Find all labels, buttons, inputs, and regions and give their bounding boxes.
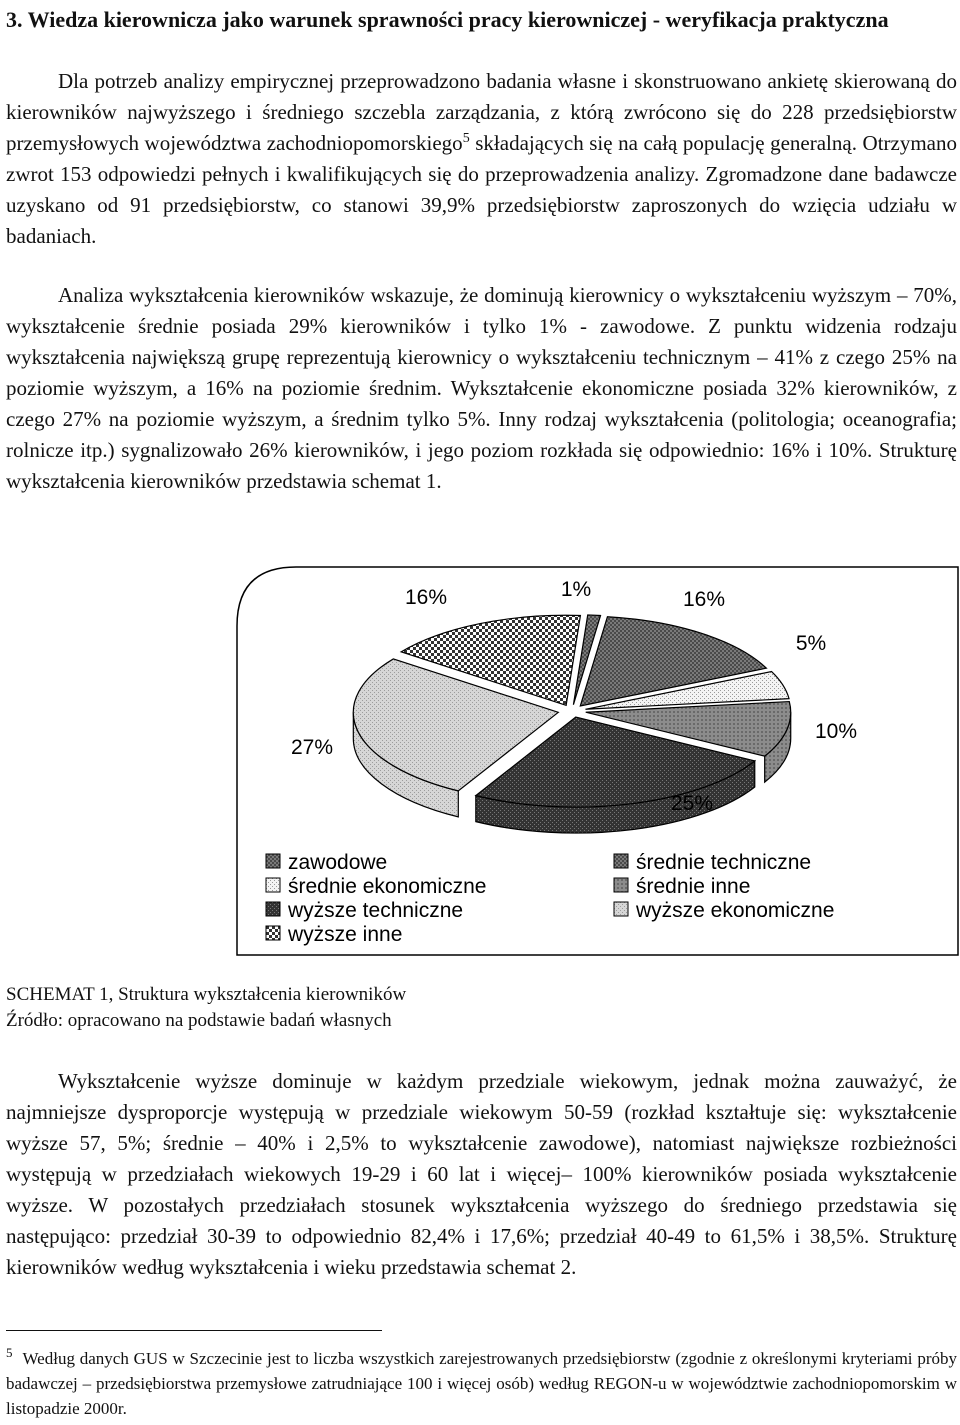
legend-swatch-1 <box>266 854 280 868</box>
chart-legend <box>266 851 834 946</box>
legend-swatch-5 <box>614 854 628 868</box>
paragraph-education-analysis: Analiza wykształcenia kierowników wskazuje, że dominują kierownicy o wykształceniu wyższym – 70%, wykształcenie średnie posiada 29% kierowników i tylko 1% - zawodowe. Z punktu widzenia rodzaju wykształcenia największą grupę reprezentują kierownicy o wykształceniu technicznym – 41% z czego 25% na poziomie wyższym, a 16% na poziomie średnim. Wykształcenie ekonomiczne posiada 32% kierowników, z czego 27% na poziomie wyższym, a średnim tylko 5%. Inny rodzaj wykształcenia (politologia; oceanografia; rolnicze itp.) sygnalizowało 26% kierowników, i jego poziom rozkłada się odpowiednio: 16% i 10%. Strukturę wykształcenia kierowników przedstawia schemat 1. <box>6 283 957 493</box>
pie-label-7: 16% <box>682 588 726 611</box>
pie-label-5: 25% <box>670 792 714 815</box>
footnote-text: Według danych GUS w Szczecinie jest to liczba wszystkich zarejestrowanych przedsiębiorstw (zgodnie z określonymi kryteriami próby badawczej – przedsiębiorstwa przemysłowe zatrudniające 100 i więcej osób) według REGON-u w województwie zachodniopomorskim w listopadzie 2000r. <box>6 1349 957 1418</box>
scheme-caption: SCHEMAT 1, Struktura wykształcenia kierowników <box>6 984 407 1005</box>
footnote <box>6 1346 957 1421</box>
legend-swatch-4 <box>266 926 280 940</box>
paragraph-age-groups: Wykształcenie wyższe dominuje w każdym przedziale wiekowym, jednak można zauważyć, że najmniejsze dysproporcje występują w przedziale wiekowym 50-59 (rozkład kształtuje się: wykształcenie wyższe 57, 5%; średnie – 40% i 2,5% to wykształcenie zawodowe), natomiast największe rozbieżności występują w przedziałach wiekowych 19-29 i 60 lat i więcej– 100% kierowników posiada wykształcenie wyższe. W pozostałych przedziałach stosunek wykształcenia wyższego do średniego przedstawia się następująco: przedział 30-39 to odpowiednio 82,4% i 17,6%; przedział 40-49 to 61,5% i 38,5%. Strukturę kierowników według wykształcenia i wieku przedstawia schemat 2. <box>6 1069 957 1279</box>
pie-label-2: 16% <box>404 586 448 609</box>
legend-label-7: wyższe ekonomiczne <box>636 899 835 922</box>
legend-label-4: wyższe inne <box>288 923 403 946</box>
paragraph-method <box>6 66 957 252</box>
footnote-ref[interactable]: 5 <box>462 131 470 146</box>
legend-label-5: średnie techniczne <box>636 851 812 874</box>
paragraph-method-text-a: Dla potrzeb analizy empirycznej przeprowadzono badania własne i skonstruowano ankietę skierowaną do kierowników najwyższego i średniego szczebla zarządzania, z którą zwrócono się do 228 przedsiębiorstw przemysłowych województwa zachodniopomorskiego <box>6 69 957 155</box>
legend-swatch-3 <box>266 902 280 916</box>
footnote-number: 5 <box>6 1345 13 1361</box>
pie-label-6: 27% <box>290 736 334 759</box>
legend-label-6: średnie inne <box>636 875 751 898</box>
legend-swatch-7 <box>614 902 628 916</box>
pie-label-3: 5% <box>795 632 827 655</box>
legend-label-1: zawodowe <box>288 851 388 874</box>
paragraph-method-text-b: składających się na całą populację generalną. Otrzymano zwrot 153 odpowiedzi pełnych i kwalifikujących się do przeprowadzenia analizy. Zgromadzone dane badawcze uzyskano od 91 przedsiębiorstw, co stanowi 39,9% przedsiębiorstw zaproszonych do wzięcia udziału w badaniach. <box>6 131 958 248</box>
legend-label-3: wyższe techniczne <box>288 899 464 922</box>
source-caption: Źródło: opracowano na podstawie badań własnych <box>6 1010 392 1031</box>
footnote-divider <box>6 1330 382 1331</box>
pie-slices <box>353 615 790 807</box>
legend-label-2: średnie ekonomiczne <box>288 875 487 898</box>
pie-label-1: 1% <box>560 578 592 601</box>
education-pie-chart <box>236 566 960 956</box>
legend-swatch-6 <box>614 878 628 892</box>
section-title: 3. Wiedza kierownicza jako warunek sprawności pracy kierowniczej - weryfikacja praktyczna <box>6 7 889 32</box>
legend-swatch-2 <box>266 878 280 892</box>
pie-chart-svg <box>236 566 960 956</box>
pie-label-4: 10% <box>814 720 858 743</box>
